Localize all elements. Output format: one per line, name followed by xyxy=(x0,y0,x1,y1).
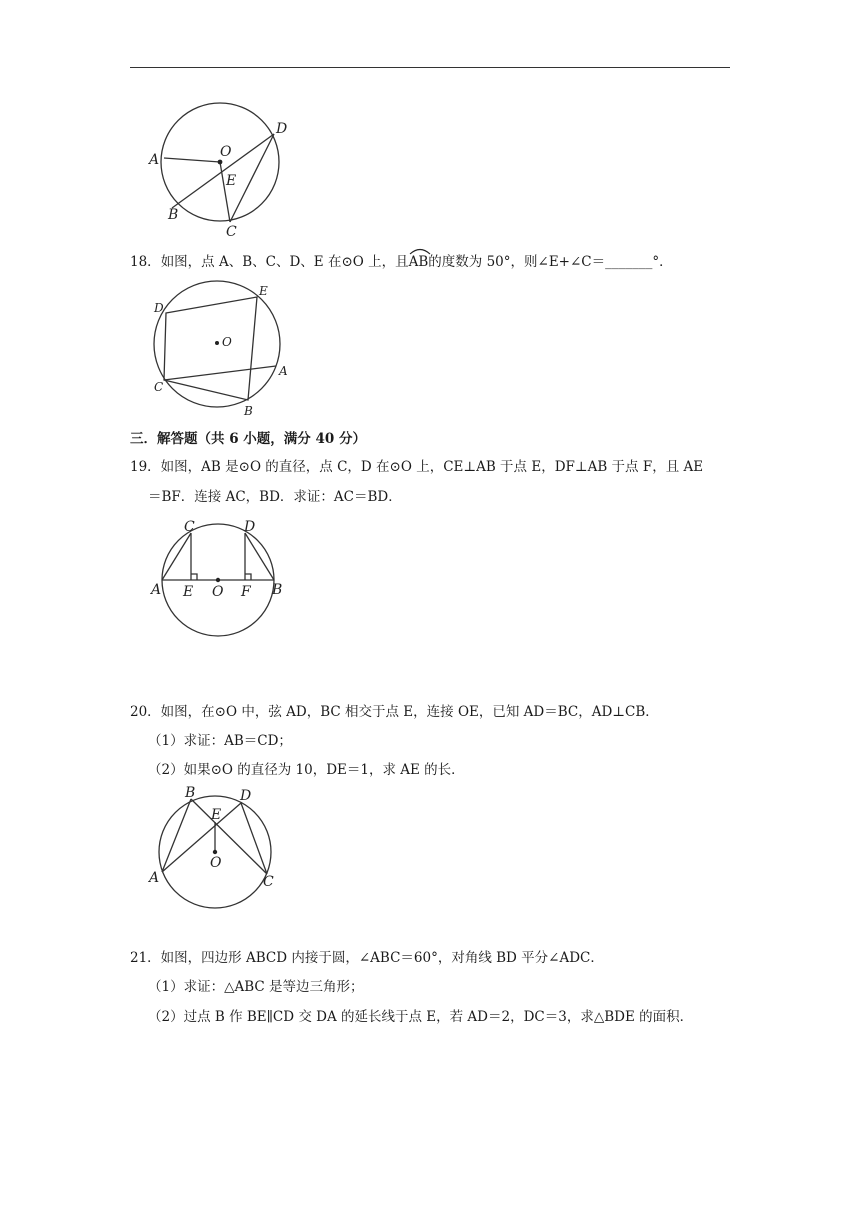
q18-arc xyxy=(409,252,429,272)
fig18-label-d: D xyxy=(154,301,164,315)
figure-q17 xyxy=(140,100,300,240)
q19-line1: 19．如图，AB 是⊙O 的直径，点 C，D 在⊙O 上，CE⊥AB 于点 E，DF⊥AB 于点 F，且 AE xyxy=(130,459,704,475)
fig20-label-o: O xyxy=(210,855,222,871)
fig19-label-b: B xyxy=(272,582,283,598)
fig19-label-o: O xyxy=(212,584,224,600)
fig20-center-point xyxy=(213,850,217,854)
fig20-label-b: B xyxy=(185,785,196,801)
fig17-segment-cd xyxy=(230,134,274,222)
fig18-quadrilateral xyxy=(164,297,257,400)
header-rule xyxy=(130,67,730,68)
fig20-label-c: C xyxy=(263,874,274,890)
fig17-segment-ao xyxy=(164,158,220,162)
fig17-label-o: O xyxy=(220,144,232,160)
q18-text-post: 的度数为 50°，则∠E+∠C＝ xyxy=(428,254,606,270)
q21-part1: （1）求证：△ABC 是等边三角形； xyxy=(148,979,364,995)
fig19-center-point xyxy=(216,578,220,582)
q20-part2: （2）如果⊙O 的直径为 10，DE＝1，求 AE 的长． xyxy=(148,762,465,778)
fig20-label-e: E xyxy=(211,807,222,823)
fig20-segment-ab xyxy=(162,799,191,872)
fig17-label-a: A xyxy=(149,152,160,168)
q18-text xyxy=(130,252,673,272)
fig19-segment-ac xyxy=(162,533,191,580)
fig18-segment-ca xyxy=(164,366,276,380)
q20-line1: 20．如图，在⊙O 中，弦 AD，BC 相交于点 E，连接 OE，已知 AD＝BC，AD⊥CB． xyxy=(130,704,659,720)
figure-q18 xyxy=(140,280,300,420)
fig20-label-d: D xyxy=(240,788,252,804)
fig19-label-d: D xyxy=(244,519,256,535)
q18-text-end: °． xyxy=(652,254,673,270)
fig17-center-point xyxy=(218,160,223,165)
q18-blank: _______ xyxy=(605,254,653,270)
section-title: 三．解答题（共 6 小题，满分 40 分） xyxy=(130,431,366,447)
figure-q19 xyxy=(148,518,298,643)
fig18-label-a: A xyxy=(279,364,288,378)
fig17-label-d: D xyxy=(276,121,288,137)
q20-part1: （1）求证：AB＝CD； xyxy=(148,733,292,749)
fig19-label-e: E xyxy=(183,584,194,600)
fig17-label-e: E xyxy=(226,173,237,189)
q21-part2: （2）过点 B 作 BE∥CD 交 DA 的延长线于点 E，若 AD＝2，DC＝3，求△BDE 的面积． xyxy=(148,1009,694,1025)
q18-text-pre: 如图，点 A、B、C、D、E 在⊙O 上，且 xyxy=(160,254,409,270)
fig17-label-c: C xyxy=(226,224,237,240)
fig19-label-c: C xyxy=(184,519,195,535)
fig17-segment-oc xyxy=(220,162,230,222)
q18-number: 18． xyxy=(130,254,161,270)
arc-symbol-icon xyxy=(409,247,431,255)
q18-arc-label: AB xyxy=(408,254,429,270)
fig19-right-angle-f xyxy=(245,574,251,580)
figure-q20 xyxy=(143,785,288,910)
fig18-label-e: E xyxy=(259,284,268,298)
fig20-label-a: A xyxy=(149,870,160,886)
fig19-segment-bd xyxy=(245,533,274,580)
fig19-label-f: F xyxy=(241,584,251,600)
fig18-center-point xyxy=(215,341,219,345)
fig18-label-o: O xyxy=(222,335,232,349)
fig19-right-angle-e xyxy=(191,574,197,580)
fig20-segment-dc xyxy=(241,803,267,874)
fig18-label-c: C xyxy=(154,380,164,394)
q19-line2: ＝BF．连接 AC，BD．求证：AC＝BD． xyxy=(148,489,402,505)
q21-line1: 21．如图，四边形 ABCD 内接于圆，∠ABC＝60°，对角线 BD 平分∠ADC． xyxy=(130,950,604,966)
fig18-label-b: B xyxy=(244,404,253,418)
fig17-label-b: B xyxy=(168,207,179,223)
fig19-label-a: A xyxy=(151,582,162,598)
